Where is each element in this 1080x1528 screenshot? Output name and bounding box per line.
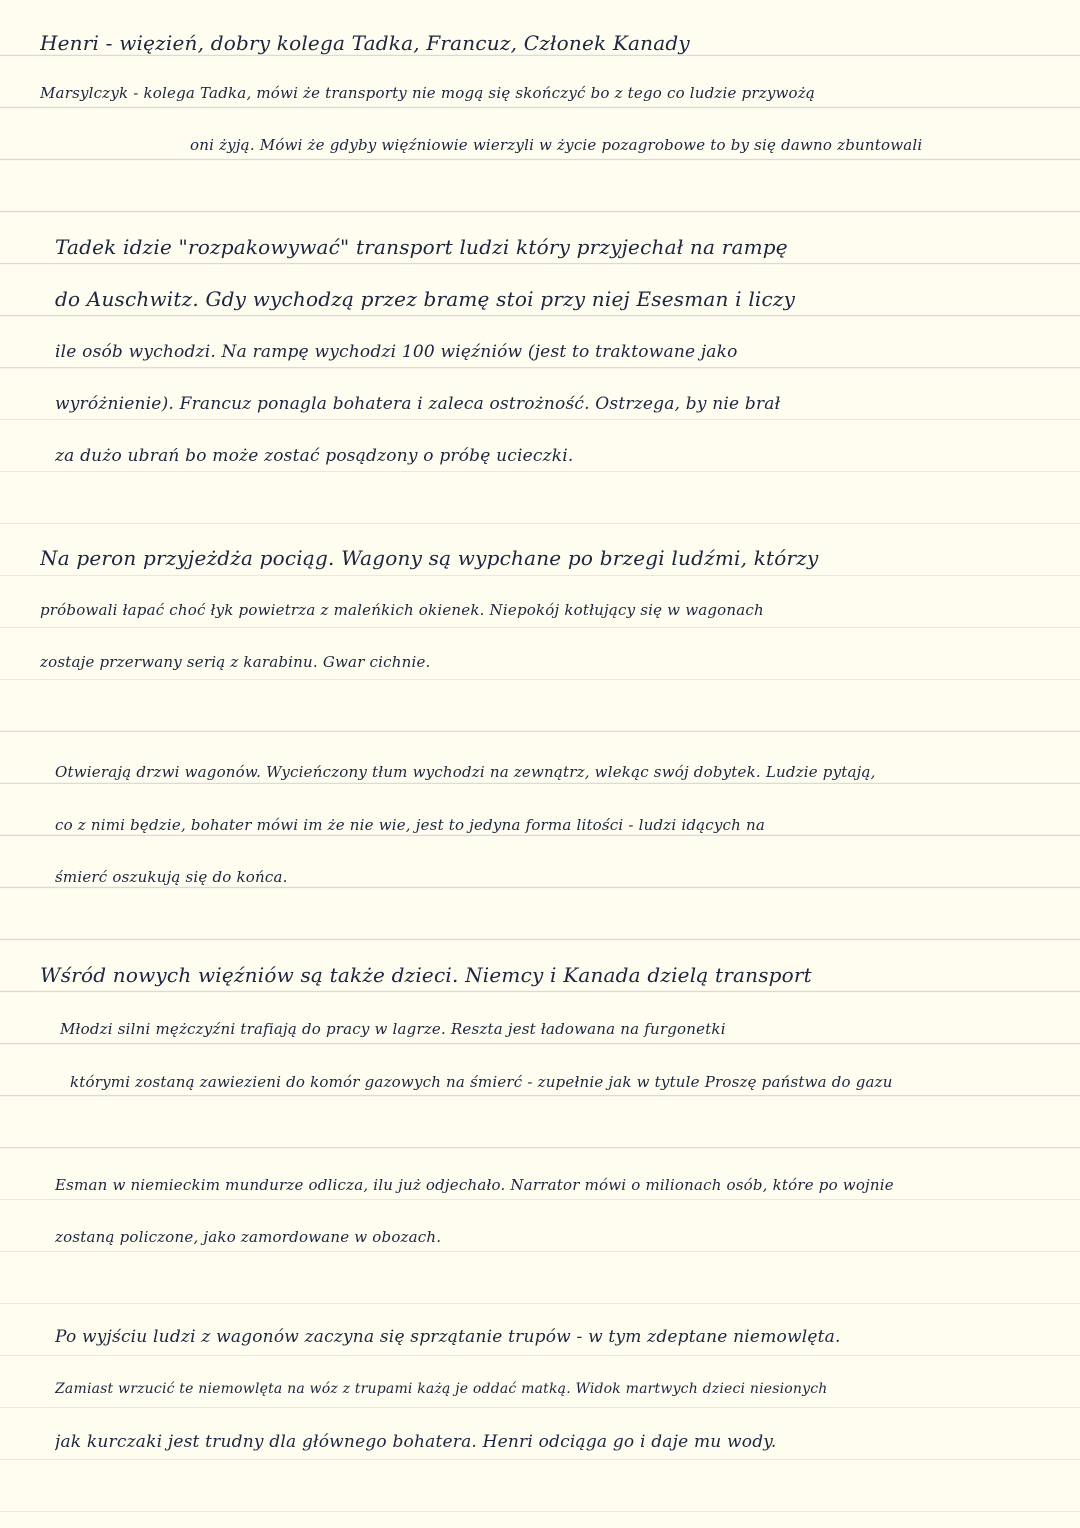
note-line: Tadek idzie "rozpakowywać" transport ludzi który przyjechał na rampę bbox=[55, 235, 788, 259]
note-line: Marsylczyk - kolega Tadka, mówi że transporty nie mogą się skończyć bo z tego co ludzie przywożą bbox=[40, 84, 816, 102]
note-line: Esman w niemieckim mundurze odlicza, ilu już odjechało. Narrator mówi o milionach osób, które po wojnie bbox=[55, 1176, 894, 1194]
note-line: co z nimi będzie, bohater mówi im że nie wie, jest to jedyna forma litości - ludzi idących na bbox=[55, 816, 765, 834]
note-line: oni żyją. Mówi że gdyby więźniowie wierzyli w życie pozagrobowe to by się dawno zbuntowali bbox=[190, 136, 923, 154]
note-line: którymi zostaną zawiezieni do komór gazowych na śmierć - zupełnie jak w tytule Proszę państwa do gazu bbox=[70, 1073, 893, 1091]
note-line: Po wyjściu ludzi z wagonów zaczyna się sprzątanie trupów - w tym zdeptane niemowlęta. bbox=[55, 1327, 841, 1347]
note-line: próbowali łapać choć łyk powietrza z maleńkich okienek. Niepokój kotłujący się w wagonach bbox=[40, 601, 764, 619]
note-line: Zamiast wrzucić te niemowlęta na wóz z trupami każą je oddać matką. Widok martwych dzieci niesionych bbox=[55, 1381, 828, 1397]
note-line: ile osób wychodzi. Na rampę wychodzi 100 więźniów (jest to traktowane jako bbox=[55, 342, 738, 362]
note-line: Na peron przyjeżdża pociąg. Wagony są wypchane po brzegi ludźmi, którzy bbox=[40, 546, 819, 570]
note-line: Wśród nowych więźniów są także dzieci. Niemcy i Kanada dzielą transport bbox=[40, 963, 812, 987]
note-line: zostaną policzone, jako zamordowane w obozach. bbox=[55, 1228, 442, 1246]
note-line: do Auschwitz. Gdy wychodzą przez bramę stoi przy niej Esesman i liczy bbox=[55, 287, 796, 311]
note-line: Henri - więzień, dobry kolega Tadka, Francuz, Członek Kanady bbox=[40, 31, 690, 55]
note-line: za dużo ubrań bo może zostać posądzony o próbę ucieczki. bbox=[55, 446, 574, 466]
note-line: śmierć oszukują się do końca. bbox=[55, 868, 288, 886]
note-line: Otwierają drzwi wagonów. Wycieńczony tłum wychodzi na zewnątrz, wlekąc swój dobytek. Ludzie pytają, bbox=[55, 763, 876, 781]
note-line: zostaje przerwany serią z karabinu. Gwar cichnie. bbox=[40, 653, 431, 671]
note-line: jak kurczaki jest trudny dla głównego bohatera. Henri odciąga go i daje mu wody. bbox=[55, 1432, 777, 1452]
note-line: wyróżnienie). Francuz ponagla bohatera i zaleca ostrożność. Ostrzega, by nie brał bbox=[55, 394, 781, 414]
note-line: Młodzi silni mężczyźni trafiają do pracy w lagrze. Reszta jest ładowana na furgonetki bbox=[60, 1020, 726, 1038]
